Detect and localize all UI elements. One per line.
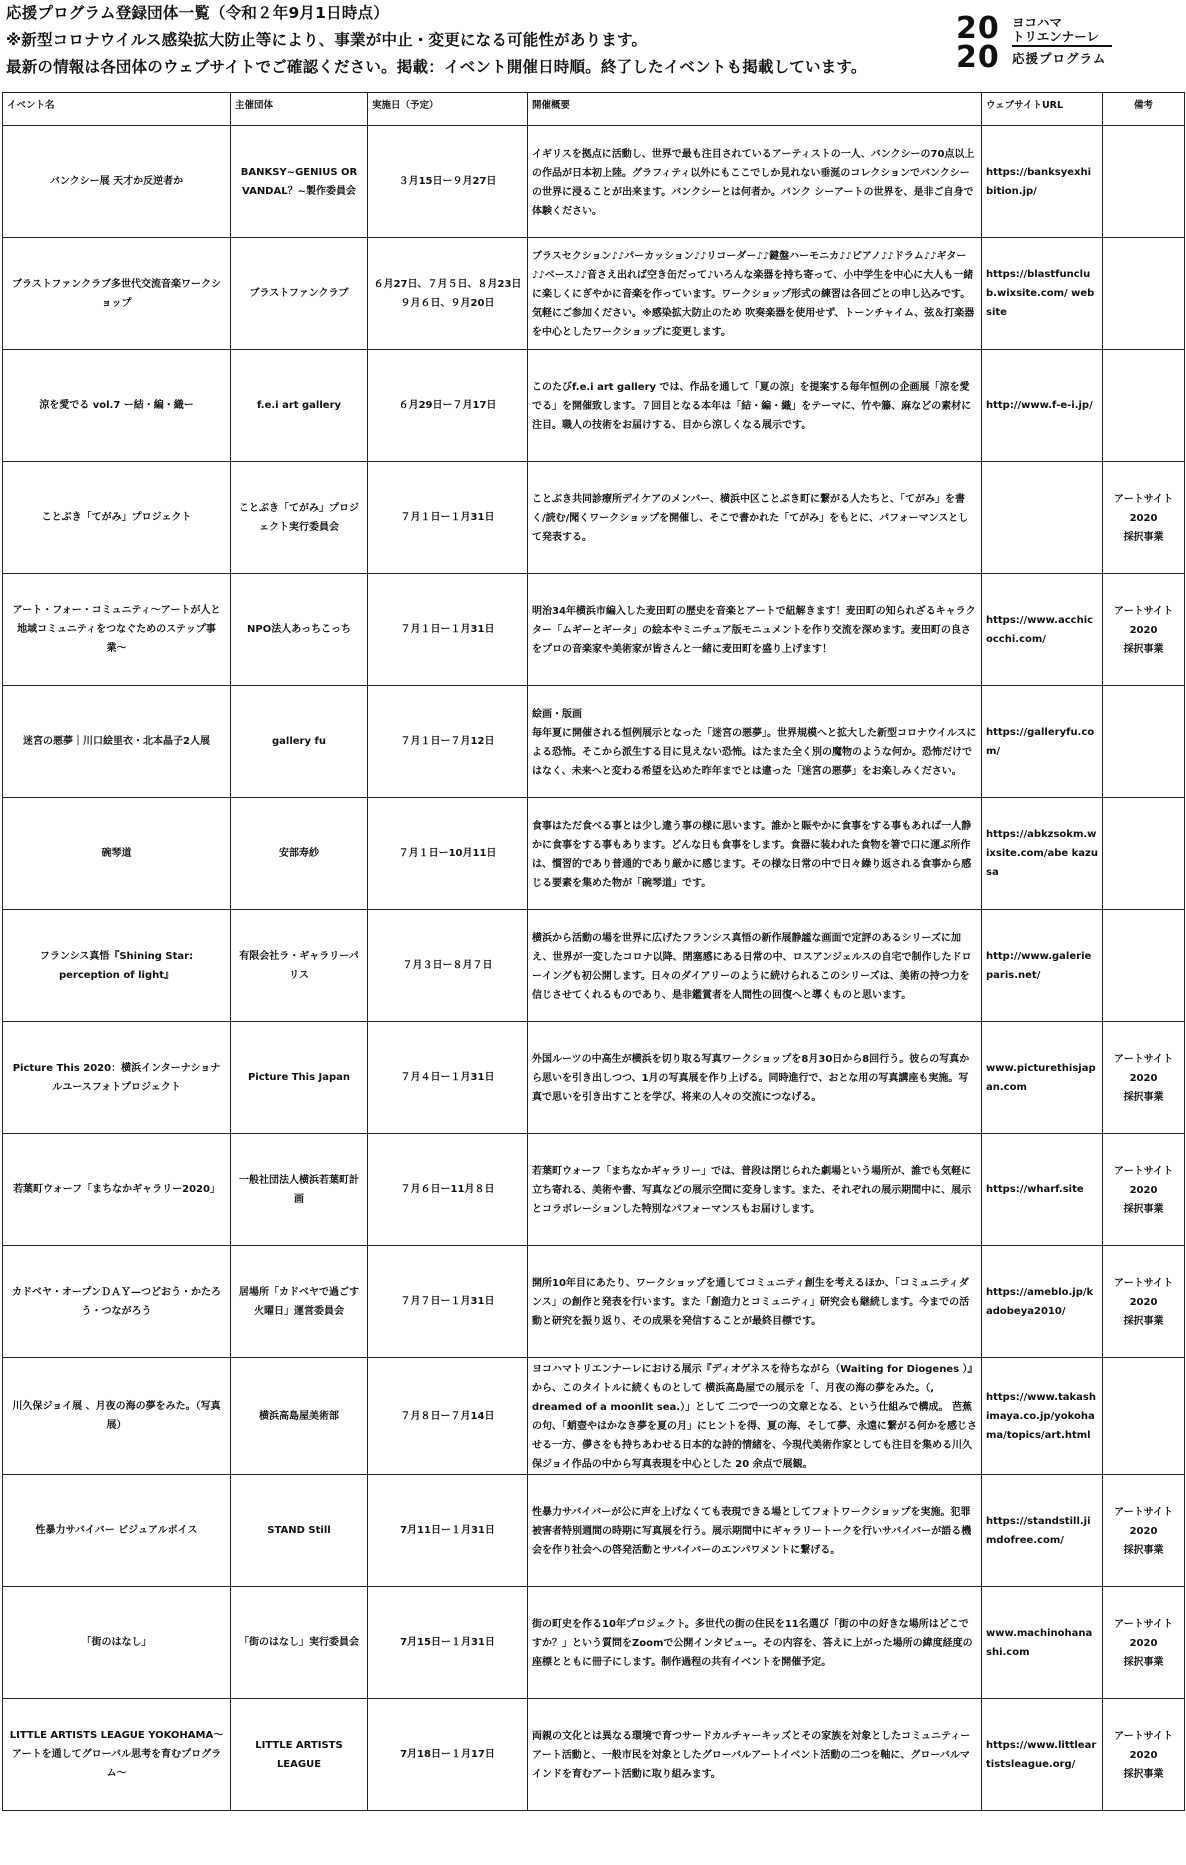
table-row — [3, 1587, 1185, 1699]
event-name-cell: 「街のはなし」 — [3, 1587, 231, 1699]
date-cell: 7月15日ー１月31日 — [368, 1587, 528, 1699]
note-cell — [1103, 238, 1185, 350]
note-cell: アートサイト 2020 採択事業 — [1103, 1475, 1185, 1587]
summary-cell: 街の町史を作る10年プロジェクト。多世代の街の住民を11名選び「街の中の好きな場所はどこですか？」という質問をZoomで公開インタビュー。その内容を、答えに上がった場所の緯度経度の座標とともに冊子にします。制作過程の共有イベントを開催予定。 — [528, 1587, 982, 1699]
event-name-cell: ことぶき「てがみ」プロジェクト — [3, 462, 231, 574]
event-name-cell: アート・フォー・コミュニティ〜アートが人と地域コミュニティをつなぐためのステップ事業〜 — [3, 574, 231, 686]
table-row — [3, 238, 1185, 350]
date-cell: ７月１日ー１月31日 — [368, 574, 528, 686]
event-name-cell: カドベヤ・オープンＤＡＹ—つどおう・かたろう・つながろう — [3, 1246, 231, 1358]
table-body — [3, 126, 1185, 1811]
summary-cell: 開所10年目にあたり、ワークショップを通してコミュニティ創生を考えるほか、「コミュニティダンス」の創作と発表を行います。また「創造力とコミュニティ」研究会も継続します。今までの活動と研究を振り返り、その成果を発信することが最終目標です。 — [528, 1246, 982, 1358]
note-cell: アートサイト 2020 採択事業 — [1103, 1246, 1185, 1358]
event-name-cell: Picture This 2020：横浜インターナショナルユースフォトプロジェクト — [3, 1022, 231, 1134]
note-cell: アートサイト 2020 採択事業 — [1103, 1699, 1185, 1811]
date-cell: ７月１日ー７月12日 — [368, 686, 528, 798]
logo-text-program: 応援プログラム — [1012, 51, 1107, 66]
document-header — [6, 0, 946, 81]
logo-year-bottom: 20 — [956, 40, 1000, 75]
column-header-note: 備考 — [1103, 93, 1185, 126]
note-cell — [1103, 910, 1185, 1022]
organizer-cell: BANKSY~GENIUS OR VANDAL？~製作委員会 — [231, 126, 368, 238]
event-name-cell: 碗琴道 — [3, 798, 231, 910]
date-cell: ６月27日、７月５日、８月23日 ９月６日、９月20日 — [368, 238, 528, 350]
website-url-cell: https://banksyexhibition.jp/ — [982, 126, 1103, 238]
organizer-cell: 「街のはなし」実行委員会 — [231, 1587, 368, 1699]
table-row — [3, 798, 1185, 910]
website-url-cell — [982, 462, 1103, 574]
summary-cell: このたびf.e.i art gallery では、作品を通して「夏の涼」を提案する毎年恒例の企画展「涼を愛でる」を開催致します。７回目となる本年は「結・編・織」をテーマに、竹や籐、麻などの素材に注目。職人の技術をお届けする、目から涼しくなる展示です。 — [528, 350, 982, 462]
summary-cell: 若葉町ウォーフ「まちなかギャラリー」では、普段は閉じられた劇場という場所が、誰でも気軽に立ち寄れる、美術や書、写真などの展示空間に変身します。また、それぞれの展示期間中に、展示とコラボレーションした特別なパフォーマンスもお届けします。 — [528, 1134, 982, 1246]
date-cell: ７月１日ー１月31日 — [368, 462, 528, 574]
table-header-row — [3, 93, 1185, 126]
table-row — [3, 350, 1185, 462]
date-cell: ７月１日ー10月11日 — [368, 798, 528, 910]
organizer-cell: f.e.i art gallery — [231, 350, 368, 462]
notice-line: ※新型コロナウイルス感染拡大防止等により、事業が中止・変更になる可能性があります。 — [6, 31, 648, 49]
summary-cell: 食事はただ食べる事とは少し違う事の様に思います。誰かと賑やかに食事をする事もあれば一人静かに食事をする事もあります。どんな日も食事をします。食器に装われた食物を箸で口に運ぶ所作は、慣習的であり普通的であり厳かに感じます。その様な日常の中で日々繰り返される食事から感じる要素を集めた物が「碗琴道」です。 — [528, 798, 982, 910]
table-row — [3, 462, 1185, 574]
summary-cell: 横浜から活動の場を世界に広げたフランシス真悟の新作展静謐な画面で定評のあるシリーズに加え、世界が一変したコロナ以降、閉塞感にある日常の中、ロスアンジェルスの自宅で制作したドローイングも初公開します。日々のダイアリーのように続けられるこのシリーズは、美術の持つ力を信じさせてくれるものであり、是非鑑賞者を人間性の回復へと導くものと思います。 — [528, 910, 982, 1022]
organizer-cell: Picture This Japan — [231, 1022, 368, 1134]
table-row — [3, 126, 1185, 238]
note-cell: アートサイト 2020 採択事業 — [1103, 1587, 1185, 1699]
table-row — [3, 910, 1185, 1022]
website-url-cell: https://standstill.jimdofree.com/ — [982, 1475, 1103, 1587]
table-row — [3, 1246, 1185, 1358]
website-url-cell: https://blastfunclub.wixsite.com/ website — [982, 238, 1103, 350]
summary-cell: 絵画・版画 毎年夏に開催される恒例展示となった「迷宮の悪夢」。世界規模へと拡大した新型コロナウイルスによる恐怖。そこから派生する目に見えない恐怖。はたまた全く別の魔物のような何か。恐怖だけではなく、未来へと変わる希望を込めた昨年までとは違った「迷宮の悪夢」をお楽しみください。 — [528, 686, 982, 798]
website-url-cell: https://wharf.site — [982, 1134, 1103, 1246]
date-cell: ７月３日ー８月７日 — [368, 910, 528, 1022]
website-url-cell: https://www.takashimaya.co.jp/yokohama/topics/art.html — [982, 1358, 1103, 1475]
event-name-cell: 涼を愛でる vol.7 ー結・編・織ー — [3, 350, 231, 462]
website-url-cell: https://ameblo.jp/kadobeya2010/ — [982, 1246, 1103, 1358]
organizer-cell: ことぶき「てがみ」プロジェクト実行委員会 — [231, 462, 368, 574]
summary-cell: ブラスセクション♪♪パーカッション♪♪リコーダー♪♪鍵盤ハーモニカ♪♪ピアノ♪♪ドラム♪♪ギター♪♪ベース♪♪音さえ出れば空き缶だって♪いろんな楽器を持ち寄って、小中学生を中心に大人も一緒に楽しくにぎやかに音楽を作っています。ワークショップ形式の練習は各回ごとの申し込みです。気軽にご参加ください。※感染拡大防止のため 吹奏楽器を使用せず、トーンチャイム、弦＆打楽器を中心としたワークショップに変更します。 — [528, 238, 982, 350]
yokohama-triennale-logo — [956, 11, 1116, 75]
summary-cell: 明治34年横浜市編入した麦田町の歴史を音楽とアートで紐解きます！麦田町の知られざるキャラクター「ムギーとギータ」の絵本やミニチュア版モニュメントを作り交流を深めます。麦田町の良さをプロの音楽家や美術家が皆さんと一緒に麦田町を盛り上げます！ — [528, 574, 982, 686]
summary-cell: 両親の文化とは異なる環境で育つサードカルチャーキッズとその家族を対象としたコミュニティーアート活動と、一般市民を対象としたグローバルアートイベント活動の二つを軸に、グローバルマインドを育むアート活動に取り組みます。 — [528, 1699, 982, 1811]
website-url-cell: http://www.f-e-i.jp/ — [982, 350, 1103, 462]
website-url-cell: https://abkzsokm.wixsite.com/abe kazusa — [982, 798, 1103, 910]
organizer-cell: NPO法人あっちこっち — [231, 574, 368, 686]
date-cell: ７月４日ー１月31日 — [368, 1022, 528, 1134]
summary-cell: ヨコハマトリエンナーレにおける展示『ディオゲネスを待ちながら（Waiting for Diogenes ）』から、このタイトルに続くものとして 横浜高島屋での展示を「、月夜の海の夢をみた。（, dreamed of a moonlit sea.）」として 二つで一つの文章となる、という仕組みで構成。 芭蕉の句、「蛸壺やはかなき夢を夏の月」にヒントを得、夏の海、そして夢、永遠に繋がる何かを感じさせる一方、儚さをも持ちあわせる日本的な詩的情緒を、今現代美術作家としても注目を集める川久保ジョイ作品の中から写真表現を中心とした 20 余点で展観。 — [528, 1358, 982, 1475]
event-name-cell: LITTLE ARTISTS LEAGUE YOKOHAMA〜アートを通してグローバル思考を育むプログラム〜 — [3, 1699, 231, 1811]
date-cell: ３月15日ー９月27日 — [368, 126, 528, 238]
date-cell: 7月11日ー１月31日 — [368, 1475, 528, 1587]
summary-cell: 外国ルーツの中高生が横浜を切り取る写真ワークショップを8月30日から8回行う。彼らの写真から思いを引き出しつつ、1月の写真展を作り上げる。同時進行で、おとな用の写真講座も実施。写真で思いを引き出すことを学び、将来の人々の交流につなげる。 — [528, 1022, 982, 1134]
events-table — [2, 92, 1185, 1811]
event-name-cell: バンクシー展 天才か反逆者か — [3, 126, 231, 238]
note-cell — [1103, 350, 1185, 462]
organizer-cell: LITTLE ARTISTS LEAGUE — [231, 1699, 368, 1811]
table-row — [3, 1358, 1185, 1475]
column-header-summary: 開催概要 — [528, 93, 982, 126]
column-header-date: 実施日（予定） — [368, 93, 528, 126]
website-url-cell: http://www.galerieparis.net/ — [982, 910, 1103, 1022]
note-cell — [1103, 126, 1185, 238]
event-name-cell: ブラストファンクラブ多世代交流音楽ワークショップ — [3, 238, 231, 350]
website-url-cell: https://www.littleartistsleague.org/ — [982, 1699, 1103, 1811]
website-url-cell: https://galleryfu.com/ — [982, 686, 1103, 798]
organizer-cell: 居場所「カドベヤで過ごす火曜日」運営委員会 — [231, 1246, 368, 1358]
organizer-cell: STAND Still — [231, 1475, 368, 1587]
event-name-cell: 川久保ジョイ展 、月夜の海の夢をみた。（写真展） — [3, 1358, 231, 1475]
date-cell: ６月29日ー７月17日 — [368, 350, 528, 462]
event-name-cell: 性暴力サバイバー ビジュアルボイス — [3, 1475, 231, 1587]
website-url-cell: www.machinohanashi.com — [982, 1587, 1103, 1699]
summary-cell: 性暴力サバイバーが公に声を上げなくても表現できる場としてフォトワークショップを実施。犯罪被害者特別週間の時期に写真展を行う。展示期間中にギャラリートークを行いサバイバーが語る機会を作り社会への啓発活動とサバイバーのエンパワメントに繋げる。 — [528, 1475, 982, 1587]
date-cell: 7月18日ー１月17日 — [368, 1699, 528, 1811]
table-row — [3, 686, 1185, 798]
note-cell — [1103, 1358, 1185, 1475]
event-name-cell: 若葉町ウォーフ「まちなかギャラリー2020」 — [3, 1134, 231, 1246]
date-cell: ７月６日ー11月８日 — [368, 1134, 528, 1246]
table-row — [3, 1022, 1185, 1134]
organizer-cell: 安部寿紗 — [231, 798, 368, 910]
website-url-cell: https://www.acchicocchi.com/ — [982, 574, 1103, 686]
date-cell: ７月７日ー１月31日 — [368, 1246, 528, 1358]
table-row — [3, 1134, 1185, 1246]
note-cell — [1103, 798, 1185, 910]
note-cell — [1103, 686, 1185, 798]
organizer-cell: 有限会社ラ・ギャラリーパリス — [231, 910, 368, 1022]
logo-year-top: 20 — [956, 11, 1000, 46]
logo-text-triennale: トリエンナーレ — [1012, 29, 1100, 44]
summary-cell: イギリスを拠点に活動し、世界で最も注目されているアーティストの一人、バンクシーの70点以上の作品が日本初上陸。グラフィティ以外にもここでしか見れない垂涎のコレクションでバンクシーの世界に浸ることが出来ます。バンクシーとは何者か。バンク シーアートの世界を、是非ご自身で体験ください。 — [528, 126, 982, 238]
logo-text-yokohama: ヨコハマ — [1012, 15, 1063, 30]
organizer-cell: ブラストファンクラブ — [231, 238, 368, 350]
table-row — [3, 574, 1185, 686]
column-header-organizer: 主催団体 — [231, 93, 368, 126]
organizer-cell: 一般社団法人横浜若葉町計画 — [231, 1134, 368, 1246]
website-url-cell: www.picturethisjapan.com — [982, 1022, 1103, 1134]
notice-line-2: 最新の情報は各団体のウェブサイトでご確認ください。掲載：イベント開催日時順。終了したイベントも掲載しています。 — [6, 58, 867, 76]
organizer-cell: gallery fu — [231, 686, 368, 798]
note-cell: アートサイト 2020 採択事業 — [1103, 1134, 1185, 1246]
column-header-url: ウェブサイトURL — [982, 93, 1103, 126]
event-name-cell: フランシス真悟『Shining Star: perception of light』 — [3, 910, 231, 1022]
summary-cell: ことぶき共同診療所デイケアのメンバー、横浜中区ことぶき町に繋がる人たちと、「てがみ」を書く/読む/聞くワークショップを開催し、そこで書かれた「てがみ」をもとに、パフォーマンスとして発表する。 — [528, 462, 982, 574]
organizer-cell: 横浜高島屋美術部 — [231, 1358, 368, 1475]
document-title: 応援プログラム登録団体一覧（令和２年9月1日時点） — [6, 4, 389, 22]
note-cell: アートサイト 2020 採択事業 — [1103, 1022, 1185, 1134]
note-cell: アートサイト 2020 採択事業 — [1103, 574, 1185, 686]
column-header-event-name: イベント名 — [3, 93, 231, 126]
event-name-cell: 迷宮の悪夢｜川口絵里衣・北本晶子2人展 — [3, 686, 231, 798]
table-row — [3, 1699, 1185, 1811]
table-row — [3, 1475, 1185, 1587]
date-cell: ７月８日ー７月14日 — [368, 1358, 528, 1475]
logo-divider — [1012, 45, 1112, 47]
note-cell: アートサイト 2020 採択事業 — [1103, 462, 1185, 574]
